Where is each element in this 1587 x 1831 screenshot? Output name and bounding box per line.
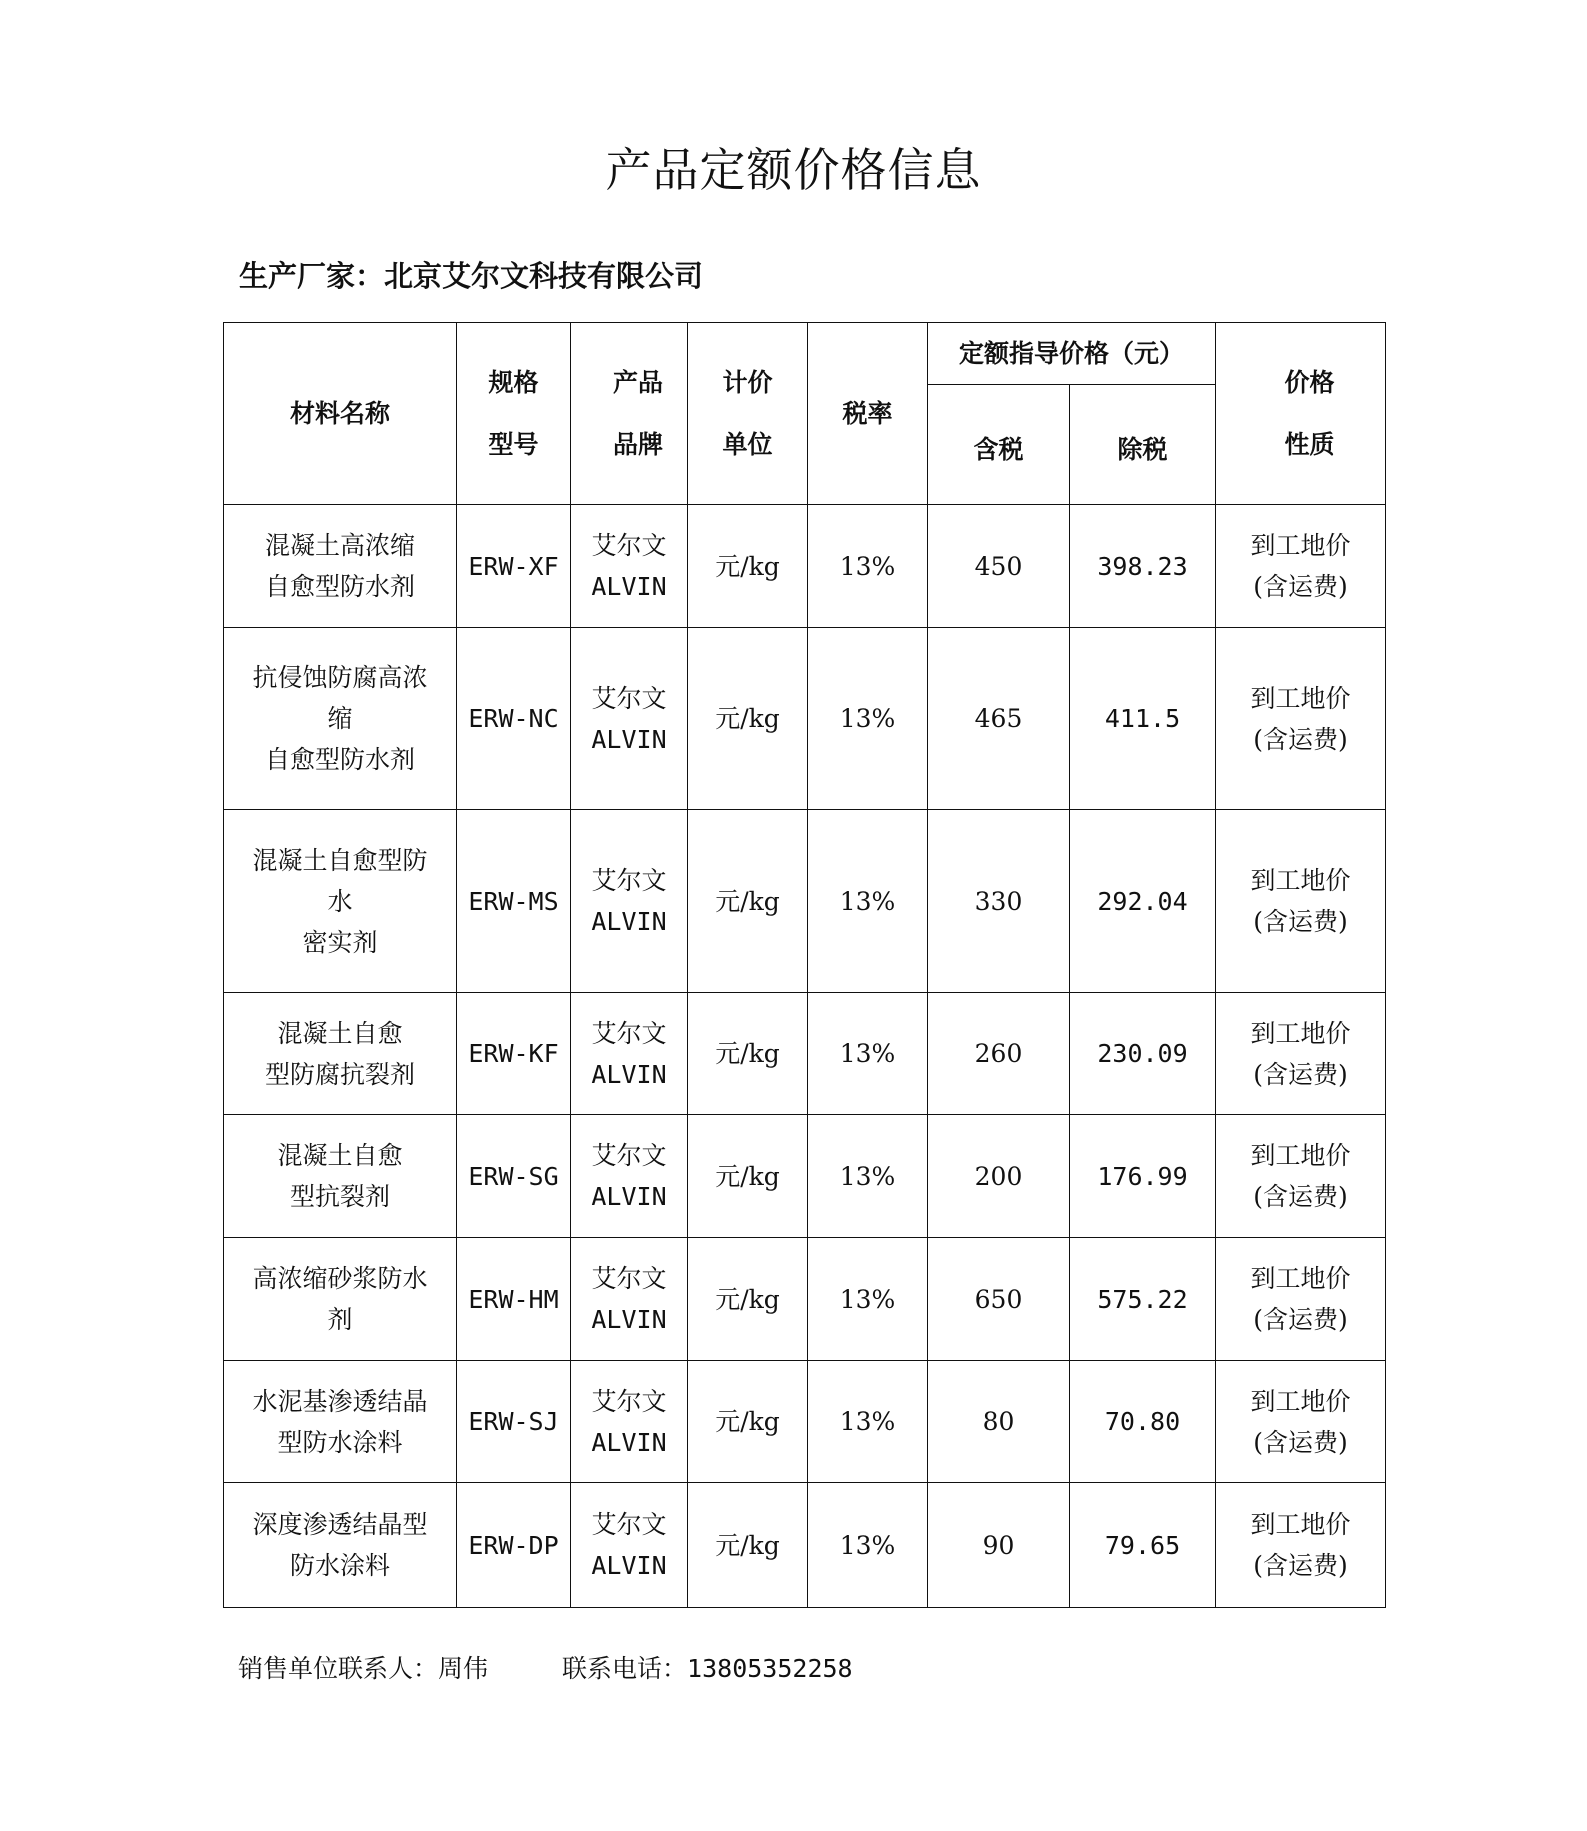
- cell-brand: [571, 1115, 688, 1238]
- cell-price-incl-tax: 80: [928, 1361, 1070, 1483]
- cell-price-incl-tax: 260: [928, 993, 1070, 1115]
- price-nature-line: 到工地价: [1250, 1264, 1351, 1293]
- cell-material-name: [224, 505, 457, 628]
- cell-spec: ERW-KF: [457, 993, 571, 1115]
- material-name-line: 混凝土高浓缩: [264, 531, 415, 560]
- material-name-line: 水: [327, 886, 353, 916]
- manufacturer-label: 生产厂家：: [239, 259, 385, 293]
- cell-price-excl-tax: 398.23: [1070, 505, 1216, 628]
- price-table-body: [224, 505, 1386, 1608]
- price-table: [223, 322, 1386, 1608]
- cell-unit: 元/kg: [688, 1238, 808, 1361]
- brand-name-cn: 艾尔文: [591, 1141, 667, 1170]
- cell-unit: 元/kg: [688, 628, 808, 810]
- cell-price-excl-tax: 411.5: [1070, 628, 1216, 810]
- material-name-line: 混凝土自愈型防: [252, 845, 428, 875]
- header-brand-line1: 产品: [612, 367, 663, 397]
- header-nature-line2: 性质: [1284, 429, 1335, 459]
- phone-label: 联系电话：: [562, 1654, 688, 1683]
- price-nature-line: (含运费): [1253, 572, 1348, 601]
- cell-price-nature: [1216, 1115, 1386, 1238]
- header-nature-line1: 价格: [1284, 367, 1335, 397]
- material-name-line: 高浓缩砂浆防水: [252, 1264, 428, 1293]
- cell-material-name: [224, 1238, 457, 1361]
- price-nature-line: (含运费): [1253, 1305, 1348, 1334]
- brand-name-cn: 艾尔文: [591, 866, 667, 895]
- cell-price-nature: [1216, 810, 1386, 993]
- header-brand-line2: 品牌: [612, 429, 663, 459]
- price-nature-line: 到工地价: [1250, 1018, 1351, 1048]
- cell-spec: ERW-DP: [457, 1483, 571, 1608]
- price-nature-line: 到工地价: [1250, 683, 1351, 713]
- cell-spec: ERW-MS: [457, 810, 571, 993]
- cell-spec: ERW-NC: [457, 628, 571, 810]
- cell-brand: [571, 505, 688, 628]
- cell-tax-rate: 13%: [808, 1238, 928, 1361]
- material-name-line: 自愈型防水剂: [264, 572, 415, 601]
- price-nature-line: 到工地价: [1250, 531, 1351, 560]
- header-spec: [457, 323, 571, 505]
- cell-tax-rate: 13%: [808, 810, 928, 993]
- material-name-line: 混凝土自愈: [277, 1141, 403, 1170]
- brand-name-en: ALVIN: [591, 1182, 667, 1211]
- cell-brand: [571, 1361, 688, 1483]
- cell-tax-rate: 13%: [808, 993, 928, 1115]
- price-nature-line: (含运费): [1253, 724, 1348, 754]
- cell-unit: 元/kg: [688, 993, 808, 1115]
- cell-tax-rate: 13%: [808, 628, 928, 810]
- contact-name: 周伟: [438, 1654, 489, 1683]
- cell-material-name: [224, 810, 457, 993]
- cell-tax-rate: 13%: [808, 505, 928, 628]
- brand-name-en: ALVIN: [591, 1427, 667, 1457]
- manufacturer-line: [239, 258, 703, 294]
- cell-brand: [571, 993, 688, 1115]
- header-unit-line1: 计价: [722, 367, 773, 397]
- cell-material-name: [224, 1483, 457, 1608]
- material-name-line: 密实剂: [302, 927, 378, 957]
- table-row: [224, 810, 1386, 993]
- material-name-line: 自愈型防水剂: [264, 745, 415, 774]
- table-row: [224, 628, 1386, 810]
- cell-tax-rate: 13%: [808, 1115, 928, 1238]
- cell-material-name: [224, 1361, 457, 1483]
- brand-name-cn: 艾尔文: [591, 531, 667, 560]
- material-name-line: 混凝土自愈: [277, 1018, 403, 1048]
- table-row: [224, 1361, 1386, 1483]
- price-nature-line: (含运费): [1253, 1551, 1348, 1580]
- table-row: [224, 1483, 1386, 1608]
- cell-price-excl-tax: 230.09: [1070, 993, 1216, 1115]
- cell-tax-rate: 13%: [808, 1483, 928, 1608]
- brand-name-cn: 艾尔文: [591, 1264, 667, 1293]
- price-nature-line: (含运费): [1253, 907, 1348, 936]
- header-tax-rate: 税率: [808, 323, 928, 505]
- price-nature-line: (含运费): [1253, 1182, 1348, 1211]
- cell-spec: ERW-SG: [457, 1115, 571, 1238]
- cell-price-nature: [1216, 993, 1386, 1115]
- brand-name-cn: 艾尔文: [591, 1510, 667, 1539]
- price-nature-line: 到工地价: [1250, 1386, 1351, 1416]
- table-row: [224, 505, 1386, 628]
- material-name-line: 剂: [327, 1305, 353, 1334]
- cell-price-nature: [1216, 1483, 1386, 1608]
- material-name-line: 型防腐抗裂剂: [264, 1059, 415, 1089]
- material-name-line: 缩: [327, 704, 353, 733]
- cell-material-name: [224, 628, 457, 810]
- cell-price-incl-tax: 200: [928, 1115, 1070, 1238]
- table-row: [224, 1238, 1386, 1361]
- price-nature-line: (含运费): [1253, 1427, 1348, 1457]
- brand-name-cn: 艾尔文: [591, 1386, 667, 1416]
- brand-name-en: ALVIN: [591, 907, 667, 936]
- cell-price-nature: [1216, 505, 1386, 628]
- cell-material-name: [224, 1115, 457, 1238]
- price-nature-line: (含运费): [1253, 1059, 1348, 1089]
- price-nature-line: 到工地价: [1250, 1141, 1351, 1170]
- brand-name-en: ALVIN: [591, 724, 667, 754]
- cell-spec: ERW-HM: [457, 1238, 571, 1361]
- header-price-group: 定额指导价格（元）: [928, 323, 1216, 385]
- page-title: 产品定额价格信息: [605, 143, 982, 197]
- cell-price-nature: [1216, 1361, 1386, 1483]
- cell-price-nature: [1216, 628, 1386, 810]
- cell-brand: [571, 628, 688, 810]
- brand-name-cn: 艾尔文: [591, 1018, 667, 1048]
- brand-name-en: ALVIN: [591, 1551, 667, 1580]
- table-row: [224, 1115, 1386, 1238]
- price-nature-line: 到工地价: [1250, 866, 1351, 895]
- cell-tax-rate: 13%: [808, 1361, 928, 1483]
- cell-price-incl-tax: 90: [928, 1483, 1070, 1608]
- cell-price-excl-tax: 292.04: [1070, 810, 1216, 993]
- brand-name-en: ALVIN: [591, 1305, 667, 1334]
- cell-brand: [571, 810, 688, 993]
- cell-price-excl-tax: 575.22: [1070, 1238, 1216, 1361]
- header-brand: [571, 323, 688, 505]
- header-unit-line2: 单位: [722, 429, 773, 459]
- cell-price-incl-tax: 465: [928, 628, 1070, 810]
- brand-name-en: ALVIN: [591, 1059, 667, 1089]
- cell-unit: 元/kg: [688, 1115, 808, 1238]
- material-name-line: 水泥基渗透结晶: [252, 1386, 428, 1416]
- cell-spec: ERW-SJ: [457, 1361, 571, 1483]
- cell-price-nature: [1216, 1238, 1386, 1361]
- cell-price-incl-tax: 450: [928, 505, 1070, 628]
- cell-material-name: [224, 993, 457, 1115]
- cell-brand: [571, 1483, 688, 1608]
- phone-number: 13805352258: [687, 1654, 853, 1683]
- cell-brand: [571, 1238, 688, 1361]
- footer-contact: [238, 1652, 853, 1686]
- cell-unit: 元/kg: [688, 1361, 808, 1483]
- header-price-incl-tax: 含税: [928, 385, 1070, 505]
- cell-price-excl-tax: 70.80: [1070, 1361, 1216, 1483]
- cell-spec: ERW-XF: [457, 505, 571, 628]
- header-unit: [688, 323, 808, 505]
- price-nature-line: 到工地价: [1250, 1510, 1351, 1539]
- material-name-line: 型抗裂剂: [289, 1182, 390, 1211]
- cell-price-excl-tax: 176.99: [1070, 1115, 1216, 1238]
- material-name-line: 型防水涂料: [277, 1427, 403, 1457]
- cell-unit: 元/kg: [688, 505, 808, 628]
- cell-unit: 元/kg: [688, 810, 808, 993]
- cell-unit: 元/kg: [688, 1483, 808, 1608]
- manufacturer-name: 北京艾尔文科技有限公司: [384, 259, 704, 293]
- header-spec-line2: 型号: [488, 429, 539, 459]
- header-spec-line1: 规格: [488, 367, 539, 397]
- cell-price-incl-tax: 330: [928, 810, 1070, 993]
- header-price-excl-tax: 除税: [1070, 385, 1216, 505]
- cell-price-excl-tax: 79.65: [1070, 1483, 1216, 1608]
- material-name-line: 防水涂料: [289, 1551, 390, 1580]
- brand-name-en: ALVIN: [591, 572, 667, 601]
- brand-name-cn: 艾尔文: [591, 683, 667, 713]
- table-row: [224, 993, 1386, 1115]
- material-name-line: 抗侵蚀防腐高浓: [252, 663, 428, 692]
- header-material-name: 材料名称: [224, 323, 457, 505]
- contact-label: 销售单位联系人：: [238, 1654, 439, 1683]
- cell-price-incl-tax: 650: [928, 1238, 1070, 1361]
- header-price-nature: [1216, 323, 1386, 505]
- material-name-line: 深度渗透结晶型: [252, 1510, 428, 1539]
